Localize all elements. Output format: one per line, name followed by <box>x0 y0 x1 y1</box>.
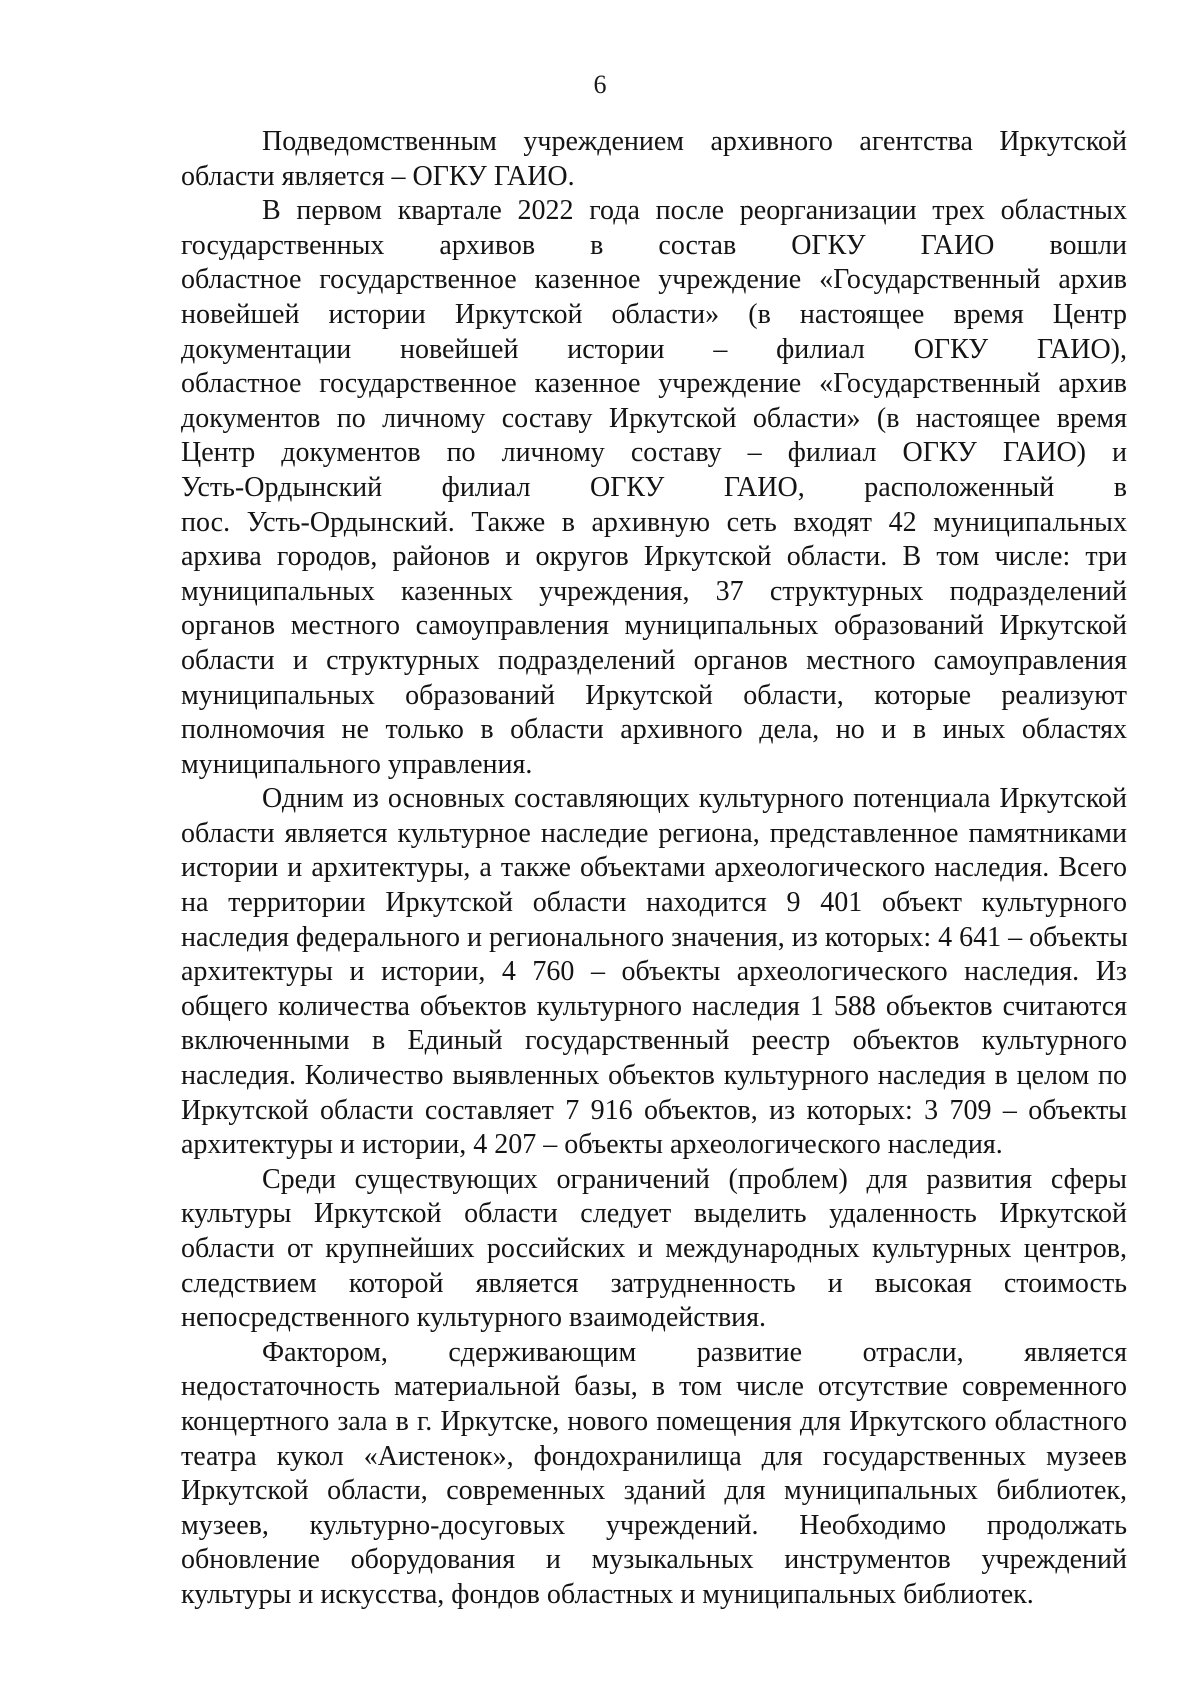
text-line: муниципальных казенных учреждения, 37 структурных подразделений <box>181 575 1127 607</box>
text-line: документов по личному составу Иркутской области» (в настоящее время <box>181 402 1127 434</box>
document-body <box>181 125 1127 1613</box>
text-line: Среди существующих ограничений (проблем) для развития сферы <box>262 1163 1127 1195</box>
text-line: архитектуры и истории, 4 760 – объекты археологического наследия. Из <box>181 956 1127 988</box>
paragraph-1 <box>181 125 1127 194</box>
text-line: муниципального управления. <box>181 748 533 780</box>
text-line: архитектуры и истории, 4 207 – объекты археологического наследия. <box>181 1129 1003 1161</box>
text-line: наследия. Количество выявленных объектов культурного наследия в целом по <box>181 1060 1127 1092</box>
text-line: культуры и искусства, фондов областных и муниципальных библиотек. <box>181 1578 1034 1610</box>
text-line: театра кукол «Аистенок», фондохранилища для государственных музеев <box>181 1440 1127 1472</box>
paragraph-3 <box>181 782 1127 1163</box>
text-line: полномочия не только в области архивного дела, но и в иных областях <box>181 714 1127 746</box>
text-line: недостаточность материальной базы, в том числе отсутствие современного <box>181 1371 1127 1403</box>
text-line: включенными в Единый государственный реестр объектов культурного <box>181 1025 1127 1057</box>
text-line: архива городов, районов и округов Иркутской области. В том числе: три <box>181 541 1127 573</box>
text-line: областное государственное казенное учреждение «Государственный архив <box>181 368 1127 400</box>
text-line: пос. Усть-Ордынский. Также в архивную сеть входят 42 муниципальных <box>181 506 1127 538</box>
text-line: Иркутской области составляет 7 916 объектов, из которых: 3 709 – объекты <box>181 1094 1127 1126</box>
text-line: новейшей истории Иркутской области» (в настоящее время Центр <box>181 298 1127 330</box>
paragraph-2 <box>181 194 1127 782</box>
text-line: органов местного самоуправления муниципальных образований Иркутской <box>181 610 1127 642</box>
text-line: Фактором, сдерживающим развитие отрасли, является <box>262 1336 1127 1368</box>
text-line: области от крупнейших российских и международных культурных центров, <box>181 1233 1127 1264</box>
text-line: документации новейшей истории – филиал ОГКУ ГАИО), <box>181 333 1127 365</box>
paragraph-5 <box>181 1336 1127 1613</box>
text-line: общего количества объектов культурного наследия 1 588 объектов считаются <box>181 990 1127 1022</box>
page-number: 6 <box>593 70 607 99</box>
text-line: музеев, культурно-досуговых учреждений. Необходимо продолжать <box>181 1509 1127 1541</box>
text-line: В первом квартале 2022 года после реорганизации трех областных <box>262 195 1127 227</box>
text-line: Усть-Ордынский филиал ОГКУ ГАИО, расположенный в <box>181 471 1127 503</box>
text-line: культуры Иркутской области следует выделить удаленность Иркутской <box>181 1198 1127 1230</box>
text-line: непосредственного культурного взаимодействия. <box>181 1302 767 1334</box>
paragraph-4 <box>181 1163 1127 1336</box>
text-line: Подведомственным учреждением архивного агентства Иркутской <box>262 126 1127 157</box>
text-line: государственных архивов в состав ОГКУ ГАИО вошли <box>181 229 1127 261</box>
text-line: муниципальных образований Иркутской области, которые реализуют <box>181 679 1127 711</box>
text-line: на территории Иркутской области находится 9 401 объект культурного <box>181 887 1127 919</box>
text-line: следствием которой является затрудненность и высокая стоимость <box>181 1267 1127 1299</box>
text-line: обновление оборудования и музыкальных инструментов учреждений <box>181 1544 1127 1576</box>
text-line: концертного зала в г. Иркутске, нового помещения для Иркутского областного <box>181 1405 1127 1437</box>
text-line: области является культурное наследие региона, представленное памятниками <box>181 817 1127 849</box>
text-line: Иркутской области, современных зданий для муниципальных библиотек, <box>181 1475 1127 1507</box>
text-line: Одним из основных составляющих культурного потенциала Иркутской <box>262 783 1127 815</box>
text-line: областное государственное казенное учреждение «Государственный архив <box>181 264 1127 296</box>
text-line: области является – ОГКУ ГАИО. <box>181 160 575 192</box>
text-line: наследия федерального и регионального значения, из которых: 4 641 – объекты <box>181 921 1128 953</box>
text-line: Центр документов по личному составу – филиал ОГКУ ГАИО) и <box>181 437 1127 469</box>
text-line: области и структурных подразделений органов местного самоуправления <box>181 644 1127 676</box>
text-line: истории и архитектуры, а также объектами археологического наследия. Всего <box>181 852 1127 884</box>
